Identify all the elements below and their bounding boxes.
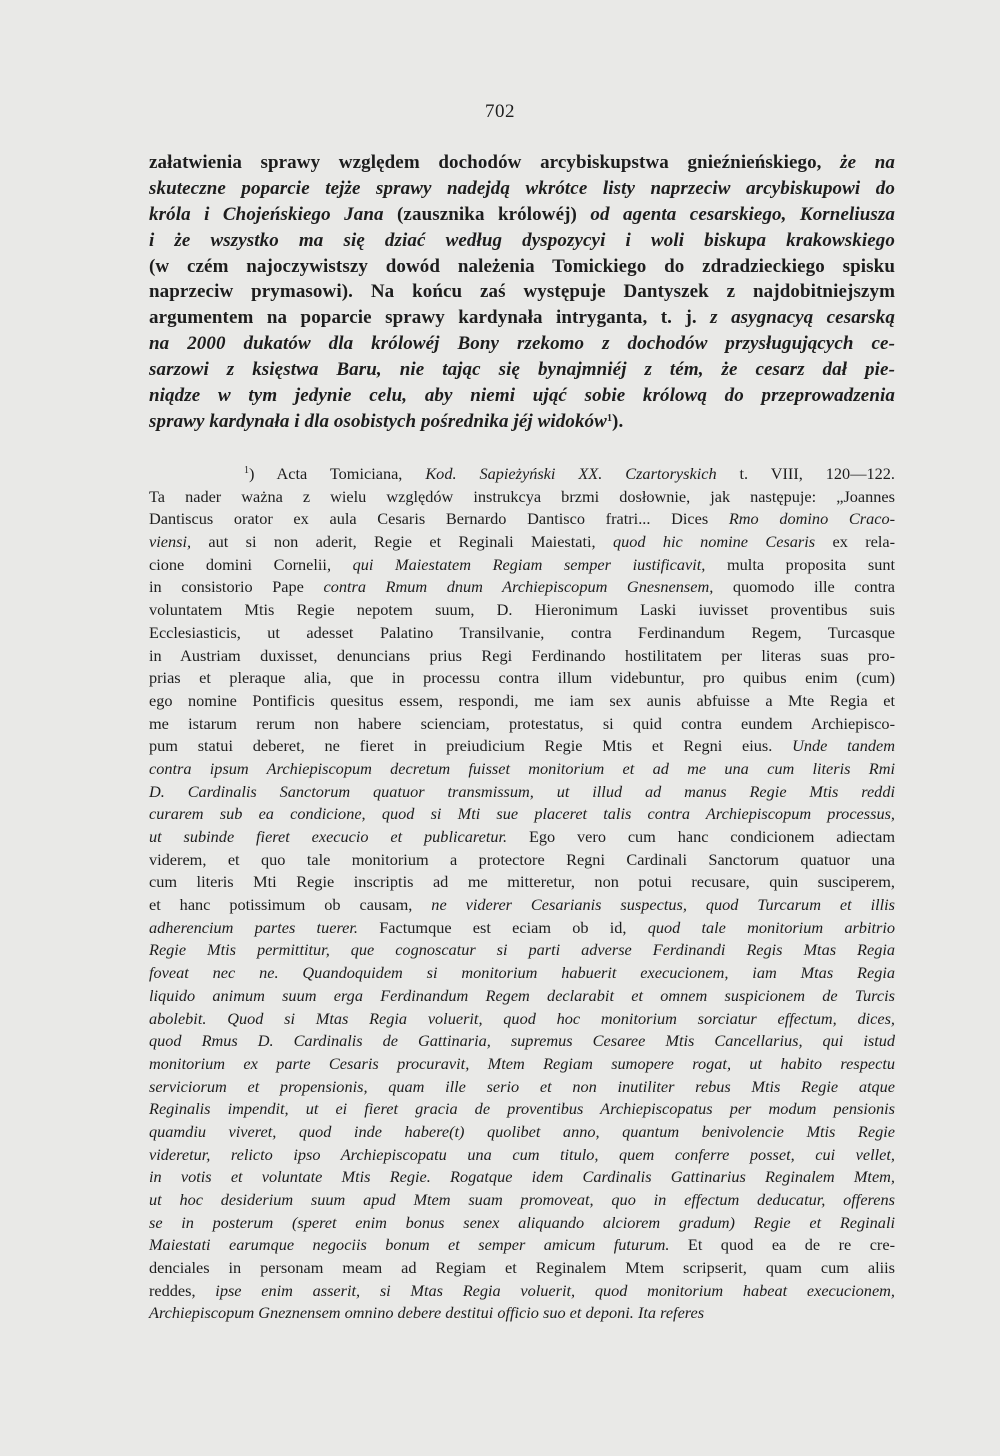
footnote-line: adherencium partes tuerer. Factumque est eciam ob id, quod tale monitorium arbitrio bbox=[149, 917, 895, 937]
main-text-line: sprawy kardynała i dla osobistych pośrednika jéj widoków$^1$). bbox=[149, 410, 624, 432]
footnote-line: Maiestati earumque negociis bonum et semper amicum futurum. Et quod ea de re cre- bbox=[149, 1235, 895, 1255]
footnote-line: Ta nader ważna z wielu względów instrukcya brzmi dosłownie, jak następuje: „Joannes bbox=[149, 486, 895, 506]
footnote-line: viensi, aut si non aderit, Regie et Reginali Maiestati, quod hic nomine Cesaris ex rela- bbox=[149, 532, 896, 552]
footnote-line: in consistorio Pape contra Rmum dnum Archiepiscopum Gnesnensem, quomodo ille contra bbox=[149, 577, 895, 597]
footnote-line: viderem, et quo tale monitorium a protectore Regni Cardinali Sanctorum quatuor una bbox=[149, 849, 895, 869]
main-text-line: niądze w tym jedynie celu, aby niemi ująć sobie królową do przeprowadzenia bbox=[149, 385, 895, 407]
footnote-line: voluntatem Mtis Regie nepotem suum, D. Hieronimum Laski iuvisset proventibus suis bbox=[149, 600, 895, 620]
footnote-line: reddes, ipse enim asserit, si Mtas Regia voluerit, quod monitorium habeat execucionem, bbox=[149, 1280, 896, 1300]
footnote-line: Regie Mtis permittitur, que cognoscatur si parti adverse Ferdinandi Regis Mtas Regia bbox=[149, 940, 895, 960]
main-text-line: (w czém najoczywistszy dowód należenia Tomickiego do zdradzieckiego spisku bbox=[149, 255, 895, 277]
footnote-line: liquido animum suum erga Ferdinandum Regem declarabit et omnem suspicionem de Turcis bbox=[149, 985, 895, 1005]
footnote-line: in Austriam duxisset, denuncians prius Regi Ferdinando hostilitatem per literas suas pro- bbox=[149, 645, 895, 665]
footnote-line: Archiepiscopum Gneznensem omnino debere destitui officio suo et deponi. Ita referes bbox=[149, 1303, 705, 1323]
footnote-line: se in posterum (speret enim bonus senex aliquando alciorem gradum) Regie et Reginali bbox=[149, 1212, 895, 1232]
footnote-line: pum statui deberet, ne fieret in preiudicium Regie Mtis et Regni eius. Unde tandem bbox=[149, 736, 896, 756]
page-number: 702 bbox=[485, 101, 515, 122]
main-text-line: sarzowi z księstwa Baru, nie tając się bynajmniéj z tém, że cesarz dał pie- bbox=[149, 359, 895, 381]
footnote-line: ut subinde fieret execucio et publicaretur. Ego vero cum hanc condicionem adiectam bbox=[149, 827, 895, 846]
footnote-line: $^1$) Acta Tomiciana, Kod. Sapieżyński XX. Czartoryskich t. VIII, 120—122. bbox=[244, 464, 895, 483]
footnote-line: quamdiu viveret, quod inde habere(t) quolibet anno, quantum benivolencie Mtis Regie bbox=[149, 1121, 895, 1141]
footnote-line: foveat nec ne. Quandoquidem si monitorium habuerit execucionem, iam Mtas Regia bbox=[149, 963, 895, 983]
footnote-line: prias et pleraque alia, que in processu contra illum videbuntur, pro quibus enim (cum) bbox=[149, 668, 895, 688]
footnote-line: Ecclesiasticis, ut adesset Palatino Transilvanie, contra Ferdinandum Regem, Turcasque bbox=[149, 622, 895, 642]
footnote-line: et hanc potissimum ob causam, ne viderer Cesarianis suspectus, quod Turcarum et illis bbox=[149, 895, 895, 915]
footnote-line: cum literis Mti Regie inscriptis ad me mitteretur, non potui recusare, quin susciperem, bbox=[149, 872, 895, 892]
footnote bbox=[149, 463, 895, 1325]
footnote-line: ego nomine Pontificis quesitus essem, respondi, me iam sex aunis abfuisse a Mte Regia et bbox=[149, 690, 895, 710]
main-text-line: załatwienia sprawy względem dochodów arcybiskupstwa gnieźnieńskiego, że na bbox=[149, 152, 895, 173]
main-text-line: na 2000 dukatów dla królowéj Bony rzekomo z dochodów przysługujących ce- bbox=[149, 333, 895, 355]
footnote-line: cione domini Cornelii, qui Maiestatem Regiam semper iustificavit, multa proposita sunt bbox=[149, 554, 896, 574]
footnote-line: D. Cardinalis Sanctorum quatuor transmissum, ut illud ad manus Regie Mtis reddi bbox=[149, 781, 895, 801]
footnote-line: curarem sub ea condicione, quod si Mti sue placeret talis contra Archiepiscopum processus, bbox=[149, 804, 895, 824]
main-text-line: skuteczne poparcie tejże sprawy nadejdą wkrótce listy naprzeciw arcybiskupowi do bbox=[149, 177, 895, 199]
main-text-line: naprzeciw prymasowi). Na końcu zaś występuje Dantyszek z najdobitniejszym bbox=[149, 281, 895, 303]
footnote-line: serviciorum et propensionis, quam ille serio et non inutiliter rebus Mtis Regie atque bbox=[149, 1076, 895, 1096]
footnote-line: monitorium ex parte Cesaris procuravit, Mtem Regiam sumopere rogat, ut habito respectu bbox=[149, 1053, 895, 1073]
footnote-line: quod Rmus D. Cardinalis de Gattinaria, supremus Cesaree Mtis Cancellarius, qui istud bbox=[149, 1031, 895, 1051]
footnote-line: abolebit. Quod si Mtas Regia voluerit, quod hoc monitorium sorciatur effectum, dices, bbox=[149, 1008, 895, 1028]
footnote-line: Reginalis impendit, ut ei fieret gracia de proventibus Archiepiscopatus per modum pensionis bbox=[149, 1099, 895, 1119]
footnote-line: videretur, relicto ipso Archiepiscopatu una cum titulo, quem conferre posset, cui vellet, bbox=[149, 1144, 895, 1164]
footnote-line: denciales in personam meam ad Regiam et Reginalem Mtem scripserit, quam cum aliis bbox=[149, 1258, 895, 1278]
main-text-line: króla i Chojeńskiego Jana (zausznika królowéj) od agenta cesarskiego, Korneliusza bbox=[149, 203, 895, 225]
footnote-line: contra ipsum Archiepiscopum decretum fuisset monitorium et ad me una cum literis Rmi bbox=[149, 758, 895, 778]
footnote-line: Dantiscus orator ex aula Cesaris Bernardo Dantisco fratri... Dices Rmo domino Craco- bbox=[149, 509, 896, 529]
footnote-line: me istarum rerum non habere scienciam, protestatus, si quid contra eundem Archiepisco- bbox=[149, 713, 895, 733]
main-text bbox=[149, 150, 895, 435]
footnote-line: ut hoc desiderium suum apud Mtem suam promoveat, quo in effectum deducatur, offerens bbox=[149, 1190, 895, 1209]
main-text-line: i że wszystko ma się dziać według dyspozycyi i woli biskupa krakowskiego bbox=[149, 229, 895, 251]
main-text-line: argumentem na poparcie sprawy kardynała intryganta, t. j. z asygnacyą cesarską bbox=[149, 307, 895, 329]
footnote-line: in votis et voluntate Mtis Regie. Rogatque idem Cardinalis Gattinarius Reginalem Mtem, bbox=[149, 1167, 895, 1187]
